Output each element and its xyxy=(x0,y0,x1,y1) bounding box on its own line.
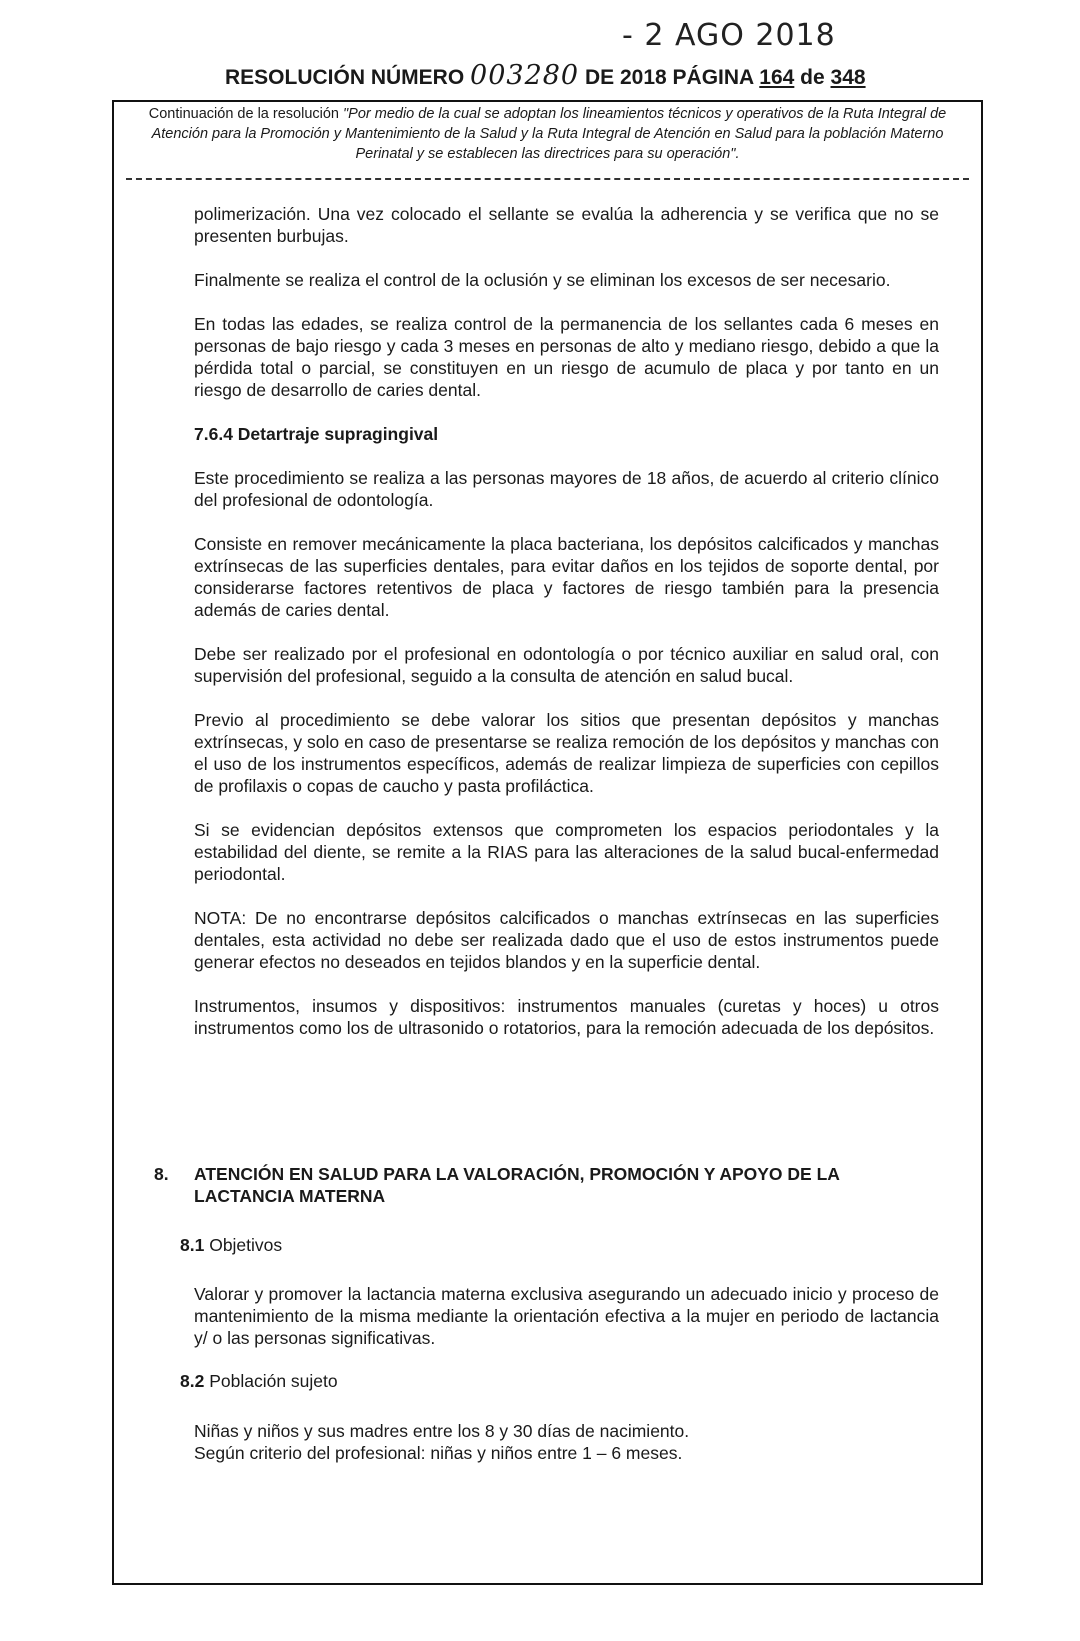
received-date-stamp: - 2 AGO 2018 xyxy=(622,18,836,53)
body-content xyxy=(194,203,939,1061)
subheading-objetivos-number: 8.1 xyxy=(180,1235,205,1255)
page-label: PÁGINA xyxy=(672,66,754,89)
paragraph-instrumentos: Instrumentos, insumos y dispositivos: instrumentos manuales (curetas y hoces) u otros instrumentos como los de ultrasonido o rotatorios, para la remoción adecuada de los depósitos. xyxy=(194,996,939,1038)
paragraph-depositos-extensos: Si se evidencian depósitos extensos que comprometen los espacios periodontales y la estabilidad del diente, se remite a la RIAS para las alteraciones de la salud bucal-enfermedad periodontal. xyxy=(194,820,939,884)
caption-text: "Por medio de la cual se adoptan los lineamientos técnicos y operativos de la Ruta Integral de Atención para la Promoción y Mantenimiento de la Salud y la Ruta Integral de Atención en Salud para la población Materno Perinatal y se establecen las directrices para su operación". xyxy=(151,106,947,162)
section-8-title: ATENCIÓN EN SALUD PARA LA VALORACIÓN, PROMOCIÓN Y APOYO DE LA LACTANCIA MATERNA xyxy=(194,1164,840,1206)
paragraph-previo: Previo al procedimiento se debe valorar los sitios que presentan depósitos y manchas extrínsecas, y solo en caso de presentarse se realiza remoción de los depósitos y manchas con el uso de los instrumentos específicos, además de realizar limpieza de superficies con cepillos de profilaxis o copas de caucho y pasta profiláctica. xyxy=(194,710,939,796)
total-pages: 348 xyxy=(830,66,866,89)
paragraph-control-sellantes: En todas las edades, se realiza control de la permanencia de los sellantes cada 6 meses en personas de bajo riesgo y cada 3 meses en personas de alto y mediano riesgo, debido a que la pérdida total o parcial, se constituyen en un riesgo de acumulo de placa y por tanto en un riesgo de desarrollo de caries dental. xyxy=(194,314,939,400)
poblacion-line-1: Niñas y niños y sus madres entre los 8 y 30 días de nacimiento. xyxy=(194,1421,690,1441)
dashed-divider xyxy=(126,178,969,180)
paragraph-consiste: Consiste en remover mecánicamente la placa bacteriana, los depósitos calcificados y manchas extrínsecas de las superficies dentales, para evitar daños en los tejidos de soporte dental, por considerarse factores retentivos de placa y factores de riesgo también para la presencia además de caries dental. xyxy=(194,534,939,620)
poblacion-line-2: Según criterio del profesional: niñas y niños entre 1 – 6 meses. xyxy=(194,1443,683,1463)
resolution-header xyxy=(225,60,866,91)
page-number: 164 xyxy=(759,66,795,89)
paragraph-objetivos: Valorar y promover la lactancia materna exclusiva asegurando un adecuado inicio y proceso de mantenimiento de la misma mediante la orientación efectiva a la mujer en periodo de lactancia y/ o las personas significativas. xyxy=(194,1284,939,1348)
subheading-poblacion xyxy=(180,1370,338,1392)
resolution-year: DE 2018 xyxy=(584,66,667,89)
heading-detartraje: 7.6.4 Detartraje supragingival xyxy=(194,424,439,444)
subheading-poblacion-number: 8.2 xyxy=(180,1371,205,1391)
paragraph-procedimiento: Este procedimiento se realiza a las personas mayores de 18 años, de acuerdo al criterio clínico del profesional de odontología. xyxy=(194,468,939,510)
subheading-objetivos xyxy=(180,1234,282,1256)
subheading-objetivos-title: Objetivos xyxy=(209,1235,283,1255)
continuation-caption xyxy=(126,104,969,164)
of-label: de xyxy=(800,66,825,89)
paragraph-poblacion xyxy=(194,1420,939,1464)
paragraph-nota: NOTA: De no encontrarse depósitos calcificados o manchas extrínsecas en las superficies dentales, esta actividad no debe ser realizada dado que el uso de estos instrumentos puede generar efectos no deseados en tejidos blandos y en la superficie dental. xyxy=(194,908,939,972)
section-8-number: 8. xyxy=(154,1164,169,1184)
section-8-heading xyxy=(154,1163,944,1207)
paragraph-control-oclusion: Finalmente se realiza el control de la oclusión y se eliminan los excesos de ser necesario. xyxy=(194,270,891,290)
resolution-number: 003280 xyxy=(470,60,580,91)
caption-lead: Continuación de la resolución xyxy=(148,106,344,122)
paragraph-polimerizacion: polimerización. Una vez colocado el sellante se evalúa la adherencia y se verifica que no se presenten burbujas. xyxy=(194,204,939,246)
resolution-label: RESOLUCIÓN NÚMERO xyxy=(225,66,465,89)
subheading-poblacion-title: Población sujeto xyxy=(209,1371,338,1391)
paragraph-realizado-por: Debe ser realizado por el profesional en odontología o por técnico auxiliar en salud oral, con supervisión del profesional, seguido a la consulta de atención en salud bucal. xyxy=(194,644,939,686)
